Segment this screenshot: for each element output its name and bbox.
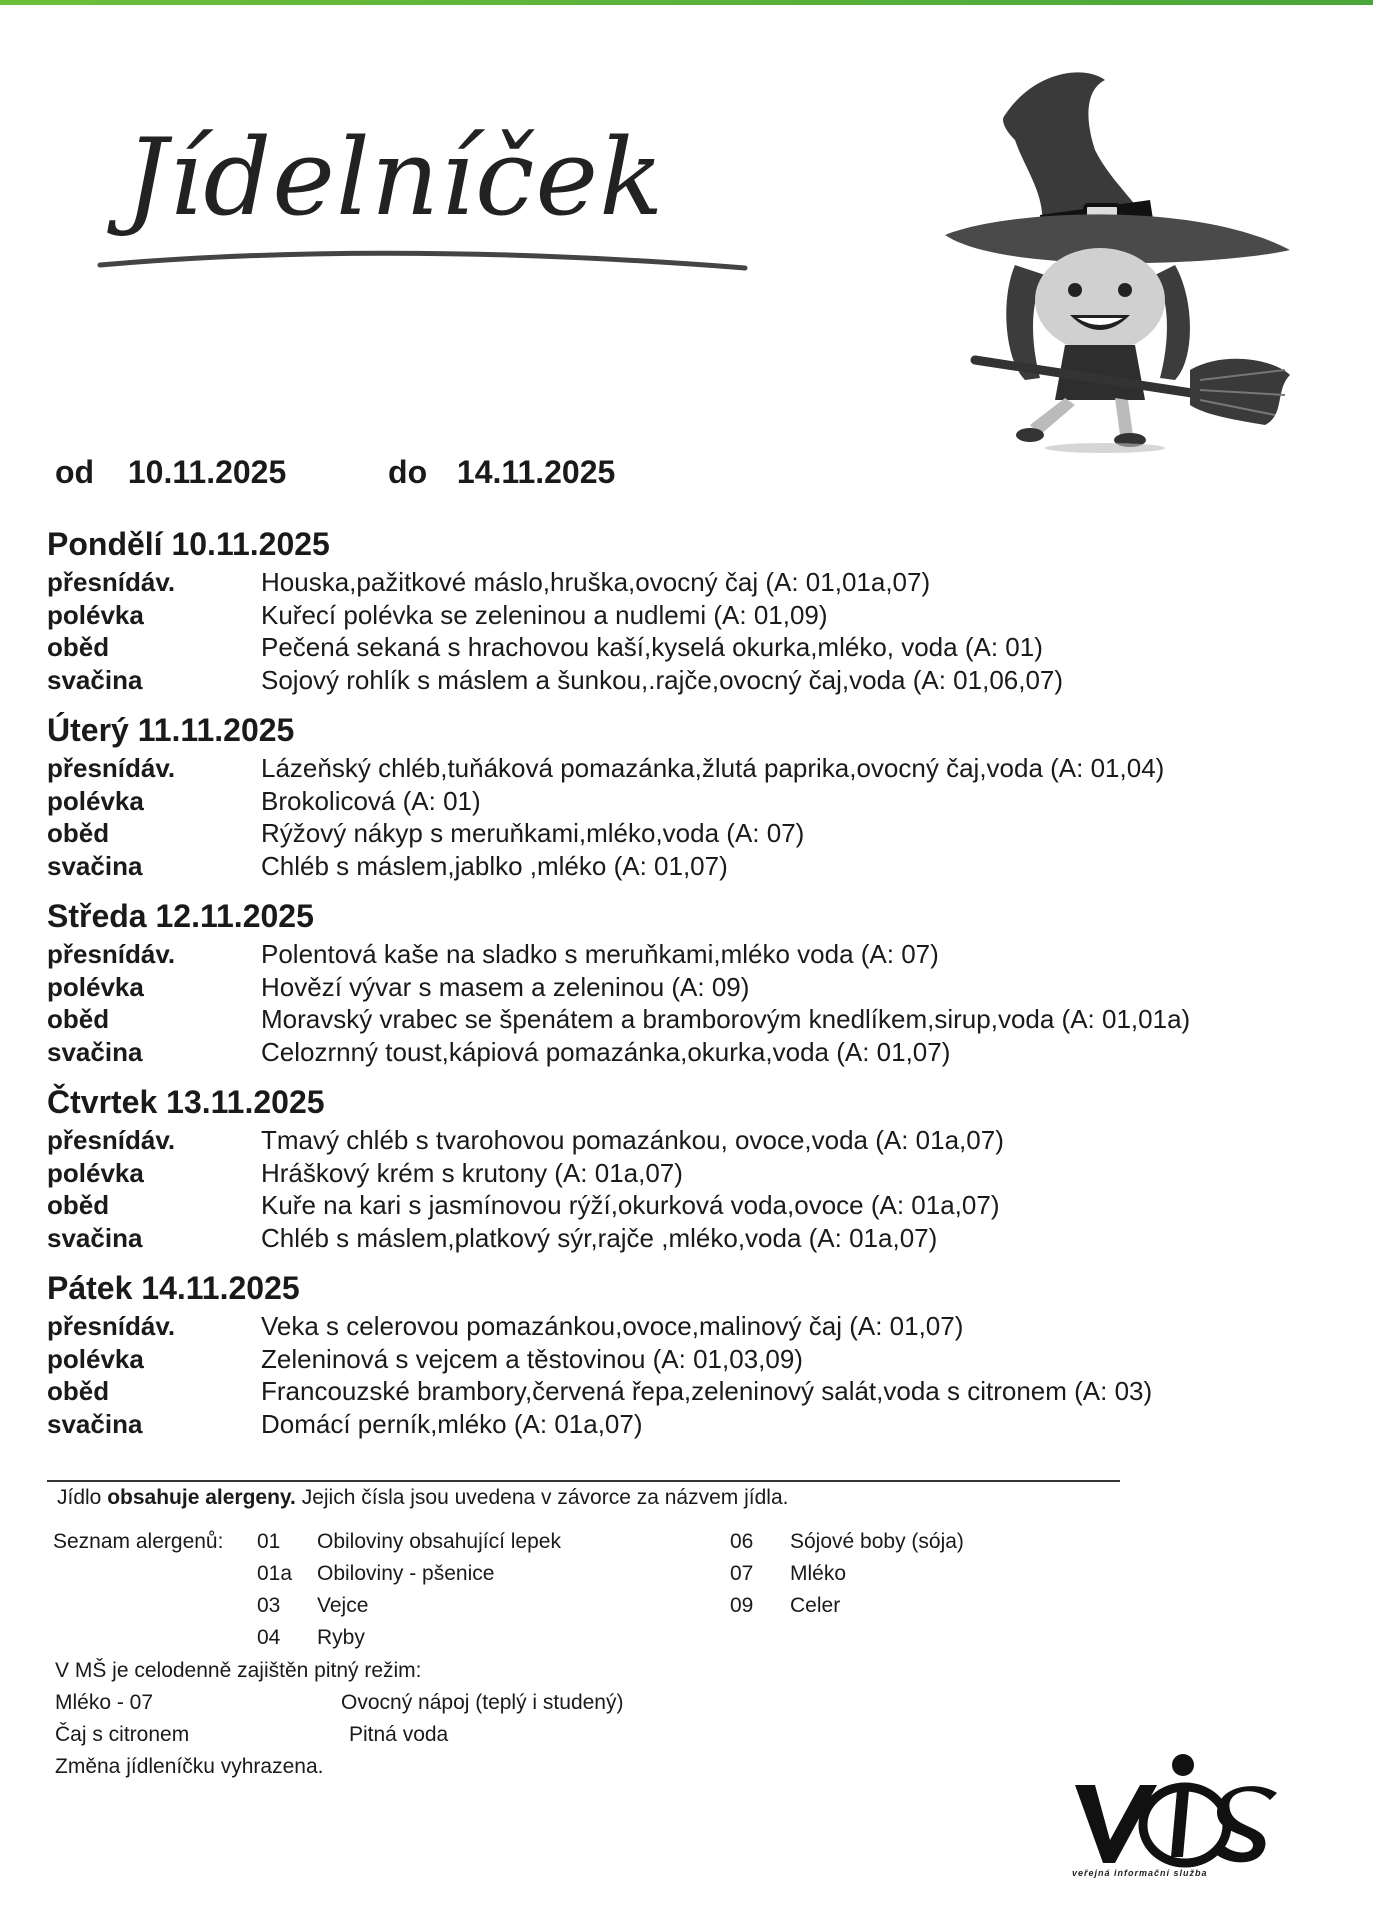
title-underline-swoosh: [95, 110, 755, 280]
allergen-heading: Seznam alergenů:: [53, 1530, 224, 1553]
allergen-item: [257, 1558, 561, 1590]
day-title: Čtvrtek 13.11.2025: [47, 1084, 325, 1120]
drink-water: Pitná voda: [349, 1723, 449, 1746]
meal-label: přesnídáv.: [47, 939, 176, 969]
meal-text: Brokolicová (A: 01): [261, 785, 481, 816]
meal-text: Moravský vrabec se špenátem a bramborovým knedlíkem,sirup,voda (A: 01,01a): [261, 1004, 1191, 1034]
meal-row: [47, 664, 1287, 697]
allergen-code: 01a: [257, 1562, 293, 1585]
meal-label: oběd: [47, 632, 110, 662]
allergen-item: [730, 1526, 964, 1558]
meal-text: Domácí perník,mléko (A: 01a,07): [261, 1408, 643, 1439]
allergen-code: 09: [730, 1594, 754, 1617]
allergen-code: 01: [257, 1530, 281, 1553]
meal-row: [47, 631, 1287, 664]
allergen-item: [730, 1590, 964, 1622]
vis-logo: [1065, 1745, 1280, 1885]
day-wednesday: [47, 894, 1287, 1068]
meal-label: polévka: [47, 599, 144, 630]
meal-label: přesnídáv.: [47, 1311, 176, 1341]
day-title: Úterý 11.11.2025: [47, 712, 295, 748]
drinks-row: [55, 1719, 449, 1751]
meal-text: Lázeňský chléb,tuňáková pomazánka,žlutá paprika,ovocný čaj,voda (A: 01,04): [261, 753, 1165, 783]
allergen-code: 07: [730, 1562, 754, 1585]
meal-label: polévka: [47, 971, 144, 1002]
meal-label: svačina: [47, 1222, 143, 1253]
drink-tea: Čaj s citronem: [55, 1723, 190, 1746]
logo-subtitle: veřejná informační služba: [1072, 1868, 1208, 1878]
meal-label: přesnídáv.: [47, 753, 176, 783]
meal-text: Chléb s máslem,jablko ,mléko (A: 01,07): [261, 850, 728, 881]
allergen-code: 03: [257, 1594, 281, 1617]
allergen-item: [730, 1558, 964, 1590]
meal-label: oběd: [47, 818, 110, 848]
meal-row: [47, 1343, 1287, 1376]
allergen-name: Mléko: [790, 1562, 847, 1585]
allergen-item: [257, 1526, 561, 1558]
meal-row: [47, 1003, 1287, 1036]
meal-label: polévka: [47, 1343, 144, 1374]
meal-text: Chléb s máslem,platkový sýr,rajče ,mléko,voda (A: 01a,07): [261, 1222, 938, 1253]
day-friday: [47, 1266, 1287, 1440]
meal-row: [47, 752, 1287, 785]
meal-label: svačina: [47, 850, 143, 881]
note-prefix: Jídlo: [57, 1486, 108, 1509]
weekly-menu: [47, 522, 1287, 1452]
meal-label: přesnídáv.: [47, 567, 176, 597]
allergen-name: Celer: [790, 1594, 841, 1617]
page-title-text: Jídelníček: [125, 116, 665, 239]
meal-text: Celozrnný toust,kápiová pomazánka,okurka,voda (A: 01,07): [261, 1036, 951, 1067]
day-title: Pondělí 10.11.2025: [47, 526, 330, 562]
meal-row: [47, 971, 1287, 1004]
meal-text: Zeleninová s vejcem a těstovinou (A: 01,03,09): [261, 1343, 803, 1374]
day-tuesday: [47, 708, 1287, 882]
allergen-name: Vejce: [317, 1594, 369, 1617]
meal-label: oběd: [47, 1190, 110, 1220]
allergen-item: [257, 1622, 561, 1654]
allergen-column-left: [257, 1526, 561, 1654]
meal-text: Sojový rohlík s máslem a šunkou,.rajče,ovocný čaj,voda (A: 01,06,07): [261, 664, 1064, 695]
meal-text: Kuřecí polévka se zeleninou a nudlemi (A: 01,09): [261, 599, 828, 630]
meal-text: Hovězí vývar s masem a zeleninou (A: 09): [261, 971, 750, 1002]
drinks-row: [55, 1687, 624, 1719]
meal-label: svačina: [47, 1036, 143, 1067]
meal-row: [47, 817, 1287, 850]
meal-row: [47, 850, 1287, 883]
meal-label: oběd: [47, 1376, 110, 1406]
meal-label: oběd: [47, 1004, 110, 1034]
meal-label: svačina: [47, 1408, 143, 1439]
meal-text: Hráškový krém s krutony (A: 01a,07): [261, 1157, 683, 1188]
allergen-name: Obiloviny obsahující lepek: [317, 1530, 561, 1553]
meal-row: [47, 566, 1287, 599]
section-divider: [47, 1480, 1120, 1482]
allergen-code: 06: [730, 1530, 754, 1553]
day-monday: [47, 522, 1287, 696]
meal-row: [47, 599, 1287, 632]
meal-text: Pečená sekaná s hrachovou kaší,kyselá okurka,mléko, voda (A: 01): [261, 632, 1043, 662]
meal-label: přesnídáv.: [47, 1125, 176, 1155]
meal-row: [47, 1310, 1287, 1343]
drinks-heading: V MŠ je celodenně zajištěn pitný režim:: [55, 1659, 422, 1682]
allergen-item: [257, 1590, 561, 1622]
range-to-date: 14.11.2025: [456, 454, 616, 490]
day-title: Pátek 14.11.2025: [47, 1270, 300, 1306]
meal-label: svačina: [47, 664, 143, 695]
meal-row: [47, 1375, 1287, 1408]
meal-row: [47, 1157, 1287, 1190]
meal-text: Rýžový nákyp s meruňkami,mléko,voda (A: 07): [261, 818, 805, 848]
meal-row: [47, 938, 1287, 971]
allergen-name: Obiloviny - pšenice: [317, 1562, 495, 1585]
day-title: Středa 12.11.2025: [47, 898, 314, 934]
meal-text: Veka s celerovou pomazánkou,ovoce,malinový čaj (A: 01,07): [261, 1311, 964, 1341]
meal-row: [47, 1189, 1287, 1222]
meal-text: Houska,pažitkové máslo,hruška,ovocný čaj (A: 01,01a,07): [261, 567, 931, 597]
meal-text: Tmavý chléb s tvarohovou pomazánkou, ovoce,voda (A: 01a,07): [261, 1125, 1004, 1155]
meal-row: [47, 1124, 1287, 1157]
range-from-date: 10.11.2025: [127, 454, 287, 490]
allergen-code: 04: [257, 1626, 281, 1649]
date-range: [55, 454, 615, 491]
range-to-label: do: [388, 454, 428, 490]
note-bold: obsahuje alergeny.: [107, 1486, 296, 1509]
allergen-name: Sójové boby (sója): [790, 1530, 964, 1553]
meal-label: polévka: [47, 1157, 144, 1188]
drink-milk: Mléko - 07: [55, 1691, 154, 1714]
range-from-label: od: [55, 454, 95, 490]
meal-row: [47, 785, 1287, 818]
drink-fruit: Ovocný nápoj (teplý i studený): [341, 1691, 624, 1714]
drinking-regime: [55, 1655, 624, 1783]
meal-label: polévka: [47, 785, 144, 816]
meal-row: [47, 1036, 1287, 1069]
top-accent-line: [0, 0, 1373, 5]
allergen-name: Ryby: [317, 1626, 365, 1649]
page-title: [95, 110, 755, 280]
meal-row: [47, 1408, 1287, 1441]
day-thursday: [47, 1080, 1287, 1254]
meal-text: Francouzské brambory,červená řepa,zeleninový salát,voda s citronem (A: 03): [261, 1376, 1153, 1406]
meal-text: Polentová kaše na sladko s meruňkami,mléko voda (A: 07): [261, 939, 939, 969]
meal-text: Kuře na kari s jasmínovou rýží,okurková voda,ovoce (A: 01a,07): [261, 1190, 1000, 1220]
menu-change-note: Změna jídleníčku vyhrazena.: [55, 1755, 324, 1778]
allergen-column-right: [730, 1526, 964, 1622]
meal-row: [47, 1222, 1287, 1255]
allergen-note: [57, 1486, 788, 1510]
note-rest: Jejich čísla jsou uvedena v závorce za názvem jídla.: [295, 1486, 789, 1509]
witch-illustration: [945, 60, 1290, 455]
